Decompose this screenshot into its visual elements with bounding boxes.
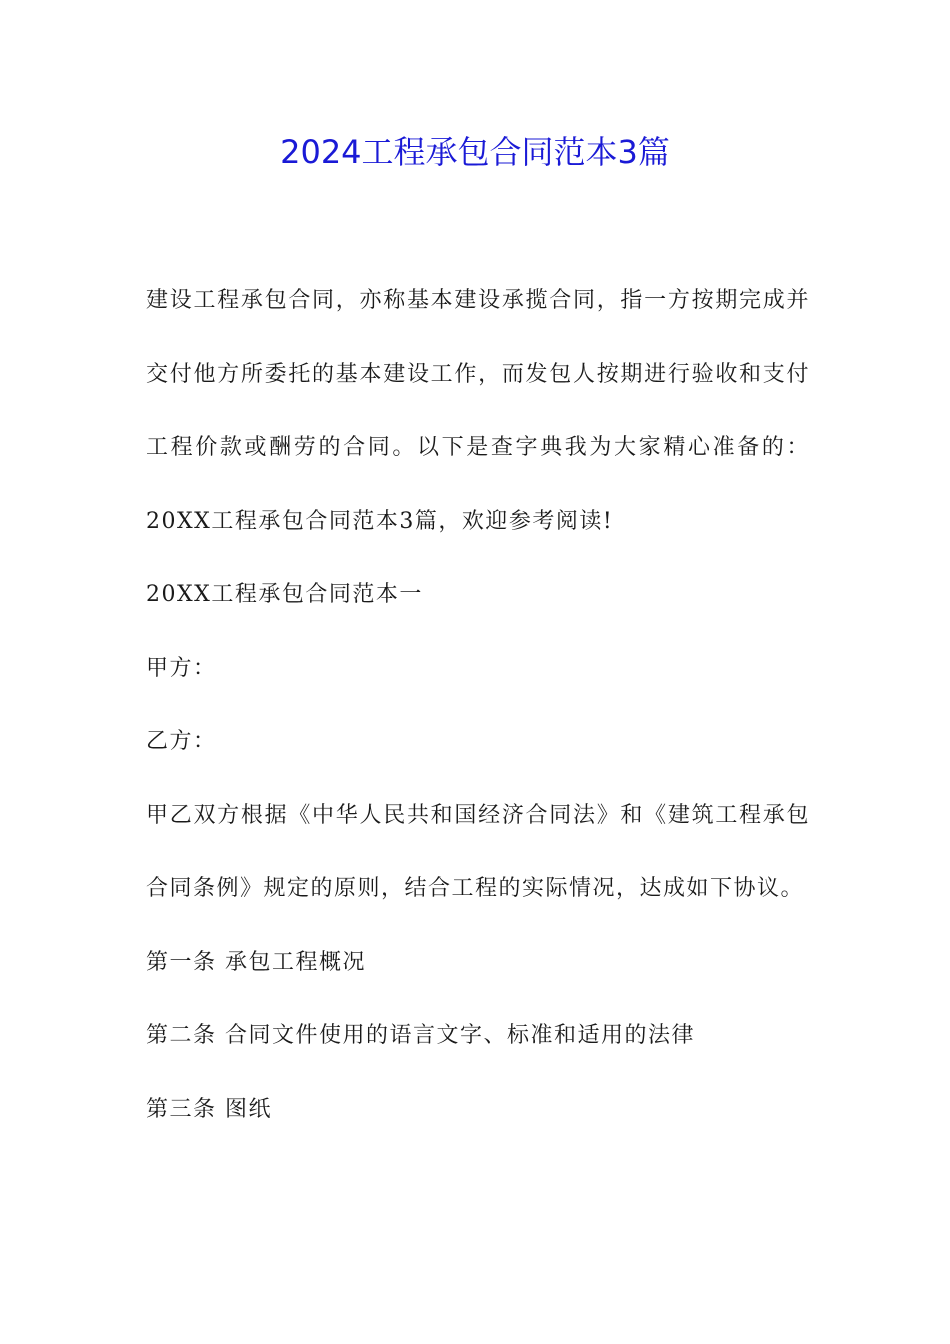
article-two: 第二条 合同文件使用的语言文字、标准和适用的法律 xyxy=(146,1023,695,1048)
agreement-paragraph: 甲乙双方根据《中华人民共和国经济合同法》和《建筑工程承包合同条例》规定的原则，结合工程的实际情况，达成如下协议。 xyxy=(146,802,810,901)
article-three: 第三条 图纸 xyxy=(146,1096,272,1122)
section-heading-sample-one: 20XX工程承包合同范本一 xyxy=(146,582,423,607)
party-a-line: 甲方： xyxy=(146,655,217,681)
document-body xyxy=(146,264,810,1146)
document-title: 2024工程承包合同范本3篇 xyxy=(280,133,670,171)
intro-paragraph: 建设工程承包合同，亦称基本建设承揽合同，指一方按期完成并交付他方所委托的基本建设工作，而发包人按期进行验收和支付工程价款或酬劳的合同。以下是查字典我为大家精心准备的：20XX工程承包合同范本3篇，欢迎参考阅读! xyxy=(146,288,810,534)
article-one: 第一条 承包工程概况 xyxy=(146,949,366,975)
party-b-line: 乙方： xyxy=(146,729,217,754)
